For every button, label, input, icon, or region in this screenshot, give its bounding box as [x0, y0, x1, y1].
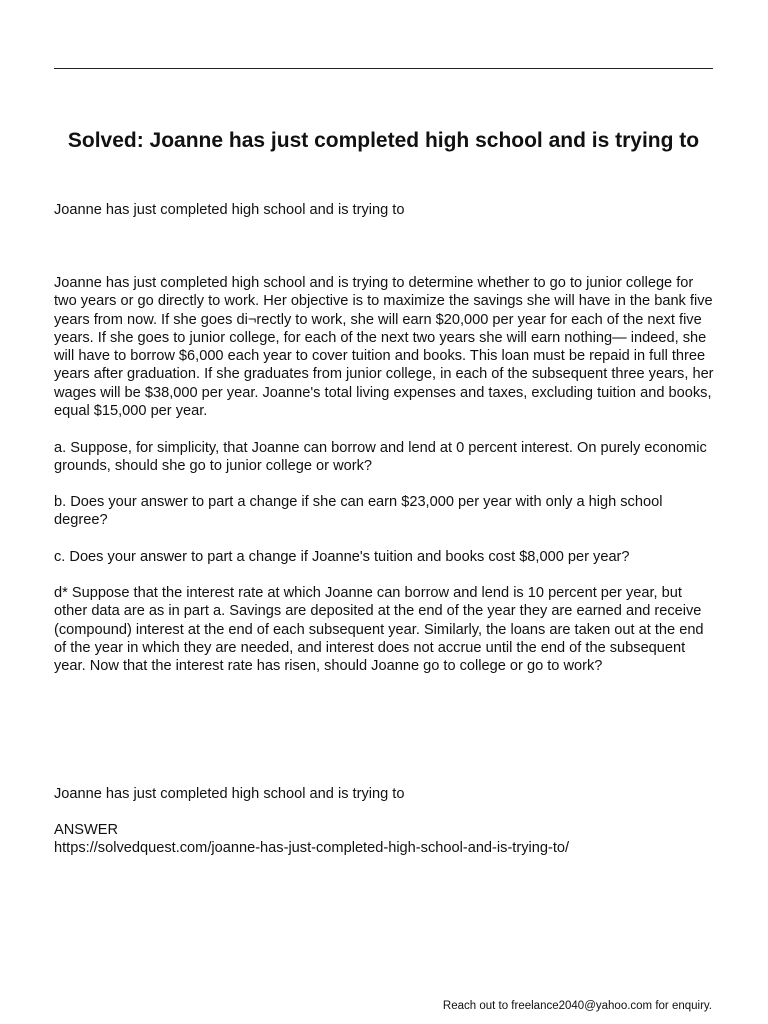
- question-c: c. Does your answer to part a change if Joanne's tuition and books cost $8,000 per year?: [54, 549, 630, 565]
- question-b: b. Does your answer to part a change if she can earn $23,000 per year with only a high school degree?: [54, 494, 663, 529]
- problem-statement: Joanne has just completed high school and is trying to determine whether to go to junior college for two years or go directly to work. Her objective is to maximize the savings she will have in the bank five years from now. If she goes di¬rectly to work, she will earn $20,000 per year for each of the next five years. If she goes to junior college, for each of the next two years she will earn nothing— indeed, she will have to borrow $6,000 each year to cover tuition and books. This loan must be repaid in full three years after graduation. If she graduates from junior college, in each of the subsequent three years, her wages will be $38,000 per year. Joanne's total living expenses and taxes, excluding tuition and books, equal $15,000 per year.: [54, 275, 714, 420]
- answer-link[interactable]: https://solvedquest.com/joanne-has-just-completed-high-school-and-is-trying-to/: [54, 840, 570, 856]
- page-title: Solved: Joanne has just completed high school and is trying to: [67, 129, 700, 152]
- question-a: a. Suppose, for simplicity, that Joanne can borrow and lend at 0 percent interest. On purely economic grounds, should she go to junior college or work?: [54, 440, 707, 475]
- subtitle: Joanne has just completed high school and is trying to: [54, 202, 405, 218]
- repeat-line: Joanne has just completed high school and is trying to: [54, 786, 405, 802]
- answer-label: ANSWER: [54, 822, 119, 838]
- question-d: d* Suppose that the interest rate at which Joanne can borrow and lend is 10 percent per year, but other data are as in part a. Savings are deposited at the end of the year they are earned and receive (compound) interest at the end of each subsequent year. Similarly, the loans are taken out at the end of the year in which they are needed, and interest does not accrue until the end of the subsequent year. Now that the interest rate has risen, should Joanne go to college or go to work?: [54, 585, 704, 675]
- top-divider: [54, 68, 713, 69]
- footer-contact: Reach out to freelance2040@yahoo.com for enquiry.: [442, 1000, 712, 1012]
